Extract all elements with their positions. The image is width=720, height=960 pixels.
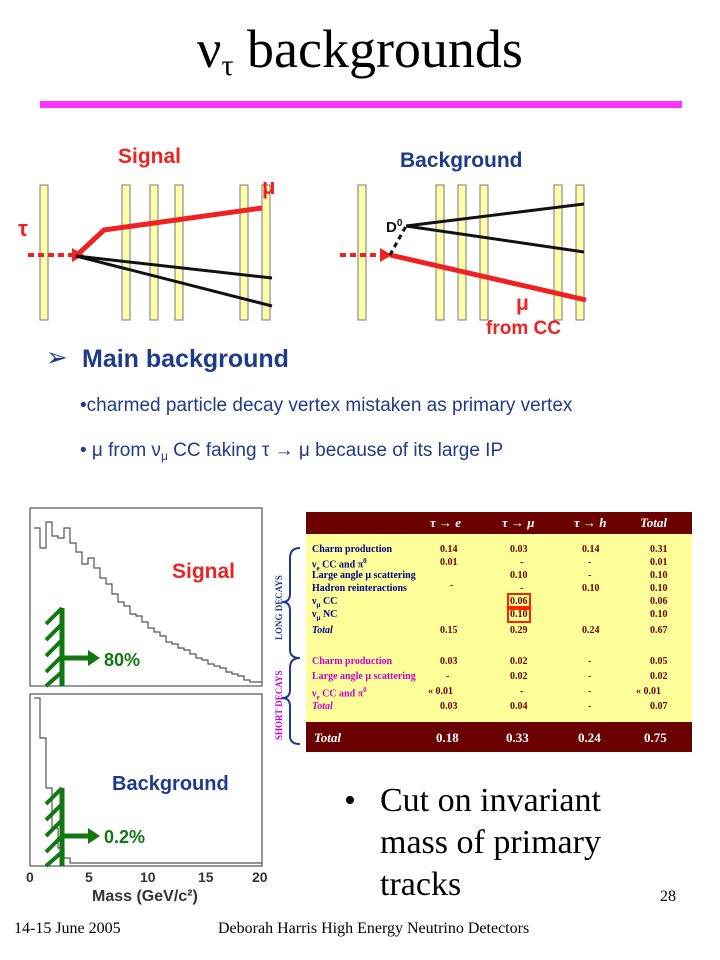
cell-highlighted: 0.10 — [510, 609, 528, 620]
row-label: Large angle μ scattering — [312, 570, 416, 581]
cut-line-1: Cut on invariant — [380, 782, 601, 819]
tau-label: τ — [18, 216, 28, 241]
grand-total-mu: 0.33 — [506, 730, 529, 745]
grand-total-label: Total — [314, 730, 341, 745]
background-diagram-label: Background — [400, 149, 523, 172]
detector-plane — [175, 185, 183, 320]
cell: 0.01 — [650, 557, 668, 568]
cut-line-3: tracks — [380, 866, 462, 903]
x-tick-labels — [26, 869, 268, 885]
long-decays-label: LONG DECAYS — [274, 575, 284, 640]
background-efficiency: 0.2% — [104, 827, 146, 847]
background-histogram — [26, 694, 268, 905]
row-label: Charm production — [312, 544, 393, 555]
cell: 0.10 — [650, 583, 668, 594]
table-header — [306, 512, 692, 534]
cell: 0.06 — [650, 596, 668, 607]
x-tick-label: 0 — [26, 869, 34, 885]
cell: 0.07 — [650, 701, 668, 712]
cell: 0.10 — [510, 570, 528, 581]
col-tau-mu: τ → μ — [502, 515, 535, 530]
cell: - — [588, 656, 592, 667]
x-tick-label: 15 — [198, 869, 214, 885]
row-label: $\nu_e$ CC and $\pi^0$ — [312, 686, 367, 702]
x-tick-label: 20 — [252, 869, 268, 885]
page-number: 28 — [660, 888, 676, 905]
cell: - — [450, 580, 454, 591]
cell: - — [520, 557, 524, 568]
decay-brackets — [270, 540, 306, 750]
cell: 0.03 — [510, 544, 528, 555]
cell: 0.31 — [650, 544, 668, 555]
slide-title — [0, 14, 720, 101]
cell: 0.02 — [510, 671, 528, 682]
long-bracket — [282, 548, 300, 658]
cell: - — [588, 557, 592, 568]
cut-text — [380, 780, 601, 906]
cell: 0.05 — [650, 656, 668, 667]
cell: 0.10 — [650, 609, 668, 620]
row-label: Large angle μ scattering — [312, 671, 416, 682]
footer-date: 14-15 June 2005 — [14, 920, 121, 937]
detector-plane — [458, 185, 466, 320]
cut-line-2: mass of primary — [380, 824, 601, 861]
cell: 0.67 — [650, 625, 668, 636]
event-diagrams — [0, 130, 720, 345]
cell: 0.10 — [650, 570, 668, 581]
cell: 0.03 — [440, 656, 458, 667]
detector-plane — [554, 185, 562, 320]
cell: 0.14 — [582, 544, 600, 555]
cell: 0.29 — [510, 625, 528, 636]
cut-bullet: • — [344, 782, 356, 819]
from-cc-label: from CC — [486, 318, 561, 339]
detector-plane — [122, 185, 130, 320]
short-decays-label: SHORT DECAYS — [274, 670, 284, 740]
main-background-heading: Main background — [82, 345, 289, 373]
title-text: backgrounds — [233, 19, 523, 79]
background-histogram-label: Background — [112, 773, 229, 795]
title-underline — [40, 101, 682, 108]
cell: - — [520, 583, 524, 594]
grand-total-total: 0.75 — [644, 730, 667, 745]
col-total: Total — [640, 515, 667, 530]
cell: - — [588, 701, 592, 712]
cell: « 0.01 — [636, 686, 661, 697]
mass-histograms — [0, 498, 300, 908]
background-diagram — [340, 149, 586, 339]
signal-diagram-label: Signal — [118, 145, 182, 168]
cell: 0.01 — [440, 557, 458, 568]
row-label: $\nu_e$ CC and $\pi^0$ — [312, 557, 367, 573]
grand-total-h: 0.24 — [578, 730, 601, 745]
signal-histogram-label: Signal — [172, 560, 236, 583]
cell: « 0.01 — [428, 686, 453, 697]
row-label: Total — [312, 625, 333, 636]
mu-label: μ — [516, 292, 529, 315]
mu-label: μ — [262, 174, 276, 199]
bullet-charm: •charmed particle decay vertex mistaken as primary vertex — [80, 395, 573, 416]
cell: 0.24 — [582, 625, 600, 636]
detector-plane — [40, 185, 48, 320]
row-label: Hadron reinteractions — [312, 583, 407, 594]
title-tau-subscript: τ — [221, 49, 234, 82]
footer-author: Deborah Harris High Energy Neutrino Detectors — [218, 920, 530, 937]
background-table — [306, 512, 692, 750]
cell: - — [520, 686, 524, 697]
title-nu: ν — [197, 19, 222, 79]
row-label: $\nu_\mu$ NC — [312, 609, 338, 622]
cell: 0.14 — [440, 544, 458, 555]
cell: 0.03 — [440, 701, 458, 712]
detector-plane — [150, 185, 158, 320]
cell: - — [588, 570, 592, 581]
cell: 0.04 — [510, 701, 528, 712]
signal-efficiency: 80% — [104, 650, 141, 670]
cell-highlighted: 0.06 — [510, 596, 528, 607]
x-tick-label: 5 — [85, 869, 93, 885]
row-label: $\nu_\mu$ CC — [312, 596, 338, 609]
col-tau-e: τ → e — [430, 515, 462, 530]
grand-total-e: 0.18 — [436, 730, 459, 745]
d0-label: $D^0$ — [386, 218, 403, 236]
detector-plane — [358, 185, 366, 320]
cell: - — [446, 671, 450, 682]
arrow-bullet-icon: ➢ — [46, 343, 68, 373]
detector-plane — [436, 185, 444, 320]
bullet-mu-cc: • μ from $\nu_\mu$ CC faking τ → μ because of its large IP — [80, 440, 504, 463]
x-axis-label: Mass (GeV/c²) — [92, 888, 198, 905]
mu-track — [76, 208, 262, 256]
cell: - — [588, 686, 592, 697]
row-label: Charm production — [312, 656, 393, 667]
col-tau-h: τ → h — [574, 515, 607, 530]
signal-histogram — [30, 508, 262, 686]
cell: 0.02 — [510, 656, 528, 667]
cell: 0.10 — [582, 583, 600, 594]
detector-plane — [480, 185, 488, 320]
cell: 0.02 — [650, 671, 668, 682]
cell: - — [588, 671, 592, 682]
signal-diagram — [18, 145, 275, 320]
row-label: Total — [312, 701, 333, 712]
detector-plane — [262, 185, 270, 320]
short-bracket — [282, 658, 300, 744]
x-tick-label: 10 — [140, 869, 156, 885]
cell: 0.15 — [440, 625, 458, 636]
grand-total-row — [306, 722, 692, 752]
